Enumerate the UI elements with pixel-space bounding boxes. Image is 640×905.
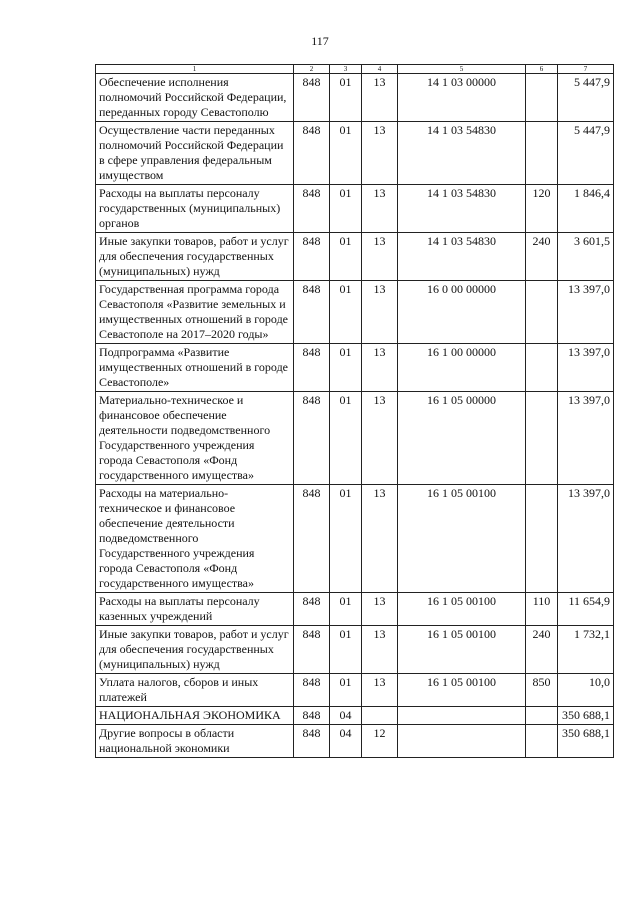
admin-code: 848 bbox=[294, 725, 330, 758]
table-row bbox=[96, 707, 614, 725]
target-article-code: 16 1 00 00000 bbox=[398, 344, 526, 392]
amount: 350 688,1 bbox=[558, 707, 614, 725]
subsection-code: 13 bbox=[362, 185, 398, 233]
row-name: Расходы на выплаты персоналу казенных учреждений bbox=[96, 593, 294, 626]
admin-code: 848 bbox=[294, 281, 330, 344]
column-header: 5 bbox=[398, 65, 526, 74]
admin-code: 848 bbox=[294, 74, 330, 122]
row-name: Уплата налогов, сборов и иных платежей bbox=[96, 674, 294, 707]
budget-table bbox=[95, 64, 614, 758]
page-number: 117 bbox=[311, 34, 329, 48]
amount: 350 688,1 bbox=[558, 725, 614, 758]
expense-type-code: 120 bbox=[526, 185, 558, 233]
admin-code: 848 bbox=[294, 344, 330, 392]
table-row bbox=[96, 593, 614, 626]
section-code: 01 bbox=[330, 281, 362, 344]
subsection-code: 13 bbox=[362, 74, 398, 122]
table-row bbox=[96, 674, 614, 707]
subsection-code: 13 bbox=[362, 626, 398, 674]
subsection-code: 13 bbox=[362, 485, 398, 593]
target-article-code: 16 1 05 00100 bbox=[398, 626, 526, 674]
row-name: Иные закупки товаров, работ и услуг для обеспечения государственных (муниципальных) нужд bbox=[96, 233, 294, 281]
admin-code: 848 bbox=[294, 485, 330, 593]
target-article-code: 16 1 05 00100 bbox=[398, 674, 526, 707]
admin-code: 848 bbox=[294, 674, 330, 707]
expense-type-code: 240 bbox=[526, 626, 558, 674]
section-code: 01 bbox=[330, 593, 362, 626]
column-number-row bbox=[96, 65, 614, 74]
amount: 5 447,9 bbox=[558, 74, 614, 122]
expense-type-code bbox=[526, 707, 558, 725]
amount: 10,0 bbox=[558, 674, 614, 707]
section-code: 01 bbox=[330, 392, 362, 485]
row-name: НАЦИОНАЛЬНАЯ ЭКОНОМИКА bbox=[96, 707, 294, 725]
section-code: 01 bbox=[330, 185, 362, 233]
table-row bbox=[96, 122, 614, 185]
subsection-code bbox=[362, 707, 398, 725]
expense-type-code: 110 bbox=[526, 593, 558, 626]
row-name: Расходы на материально-техническое и финансовое обеспечение деятельности подведомственного Государственного учреждения города Севастополя «Фонд государственного имущества» bbox=[96, 485, 294, 593]
table-row bbox=[96, 344, 614, 392]
table-row bbox=[96, 281, 614, 344]
amount: 13 397,0 bbox=[558, 392, 614, 485]
row-name: Другие вопросы в области национальной экономики bbox=[96, 725, 294, 758]
expense-type-code bbox=[526, 122, 558, 185]
amount: 3 601,5 bbox=[558, 233, 614, 281]
target-article-code: 16 1 05 00100 bbox=[398, 593, 526, 626]
admin-code: 848 bbox=[294, 392, 330, 485]
section-code: 01 bbox=[330, 626, 362, 674]
section-code: 01 bbox=[330, 233, 362, 281]
row-name: Подпрограмма «Развитие имущественных отношений в городе Севастополе» bbox=[96, 344, 294, 392]
target-article-code: 14 1 03 54830 bbox=[398, 122, 526, 185]
expense-type-code bbox=[526, 281, 558, 344]
subsection-code: 13 bbox=[362, 392, 398, 485]
subsection-code: 12 bbox=[362, 725, 398, 758]
admin-code: 848 bbox=[294, 626, 330, 674]
target-article-code: 14 1 03 54830 bbox=[398, 233, 526, 281]
subsection-code: 13 bbox=[362, 233, 398, 281]
expense-type-code: 850 bbox=[526, 674, 558, 707]
amount: 1 732,1 bbox=[558, 626, 614, 674]
table-row bbox=[96, 185, 614, 233]
admin-code: 848 bbox=[294, 233, 330, 281]
subsection-code: 13 bbox=[362, 344, 398, 392]
section-code: 01 bbox=[330, 122, 362, 185]
section-code: 01 bbox=[330, 674, 362, 707]
column-header: 2 bbox=[294, 65, 330, 74]
table-row bbox=[96, 74, 614, 122]
amount: 11 654,9 bbox=[558, 593, 614, 626]
table-row bbox=[96, 392, 614, 485]
subsection-code: 13 bbox=[362, 674, 398, 707]
subsection-code: 13 bbox=[362, 281, 398, 344]
admin-code: 848 bbox=[294, 122, 330, 185]
section-code: 01 bbox=[330, 485, 362, 593]
admin-code: 848 bbox=[294, 185, 330, 233]
table-row bbox=[96, 725, 614, 758]
subsection-code: 13 bbox=[362, 122, 398, 185]
target-article-code: 16 1 05 00000 bbox=[398, 392, 526, 485]
column-header: 3 bbox=[330, 65, 362, 74]
expense-type-code bbox=[526, 725, 558, 758]
column-header: 1 bbox=[96, 65, 294, 74]
admin-code: 848 bbox=[294, 593, 330, 626]
expense-type-code: 240 bbox=[526, 233, 558, 281]
target-article-code: 16 0 00 00000 bbox=[398, 281, 526, 344]
column-header: 4 bbox=[362, 65, 398, 74]
amount: 13 397,0 bbox=[558, 485, 614, 593]
column-header: 6 bbox=[526, 65, 558, 74]
column-header: 7 bbox=[558, 65, 614, 74]
amount: 1 846,4 bbox=[558, 185, 614, 233]
amount: 5 447,9 bbox=[558, 122, 614, 185]
section-code: 01 bbox=[330, 74, 362, 122]
row-name: Иные закупки товаров, работ и услуг для обеспечения государственных (муниципальных) нужд bbox=[96, 626, 294, 674]
row-name: Расходы на выплаты персоналу государственных (муниципальных) органов bbox=[96, 185, 294, 233]
row-name: Материально-техническое и финансовое обеспечение деятельности подведомственного Государственного учреждения города Севастополя «Фонд государственного имущества» bbox=[96, 392, 294, 485]
amount: 13 397,0 bbox=[558, 344, 614, 392]
target-article-code: 14 1 03 54830 bbox=[398, 185, 526, 233]
expense-type-code bbox=[526, 74, 558, 122]
expense-type-code bbox=[526, 485, 558, 593]
admin-code: 848 bbox=[294, 707, 330, 725]
target-article-code: 16 1 05 00100 bbox=[398, 485, 526, 593]
expense-type-code bbox=[526, 344, 558, 392]
section-code: 04 bbox=[330, 707, 362, 725]
row-name: Осуществление части переданных полномочий Российской Федерации в сфере управления федеральным имуществом bbox=[96, 122, 294, 185]
table-row bbox=[96, 626, 614, 674]
row-name: Обеспечение исполнения полномочий Российской Федерации, переданных городу Севастополю bbox=[96, 74, 294, 122]
target-article-code bbox=[398, 707, 526, 725]
row-name: Государственная программа города Севастополя «Развитие земельных и имущественных отношений в городе Севастополе на 2017–2020 годы» bbox=[96, 281, 294, 344]
section-code: 01 bbox=[330, 344, 362, 392]
amount: 13 397,0 bbox=[558, 281, 614, 344]
target-article-code bbox=[398, 725, 526, 758]
table-row bbox=[96, 233, 614, 281]
expense-type-code bbox=[526, 392, 558, 485]
section-code: 04 bbox=[330, 725, 362, 758]
target-article-code: 14 1 03 00000 bbox=[398, 74, 526, 122]
subsection-code: 13 bbox=[362, 593, 398, 626]
table-row bbox=[96, 485, 614, 593]
